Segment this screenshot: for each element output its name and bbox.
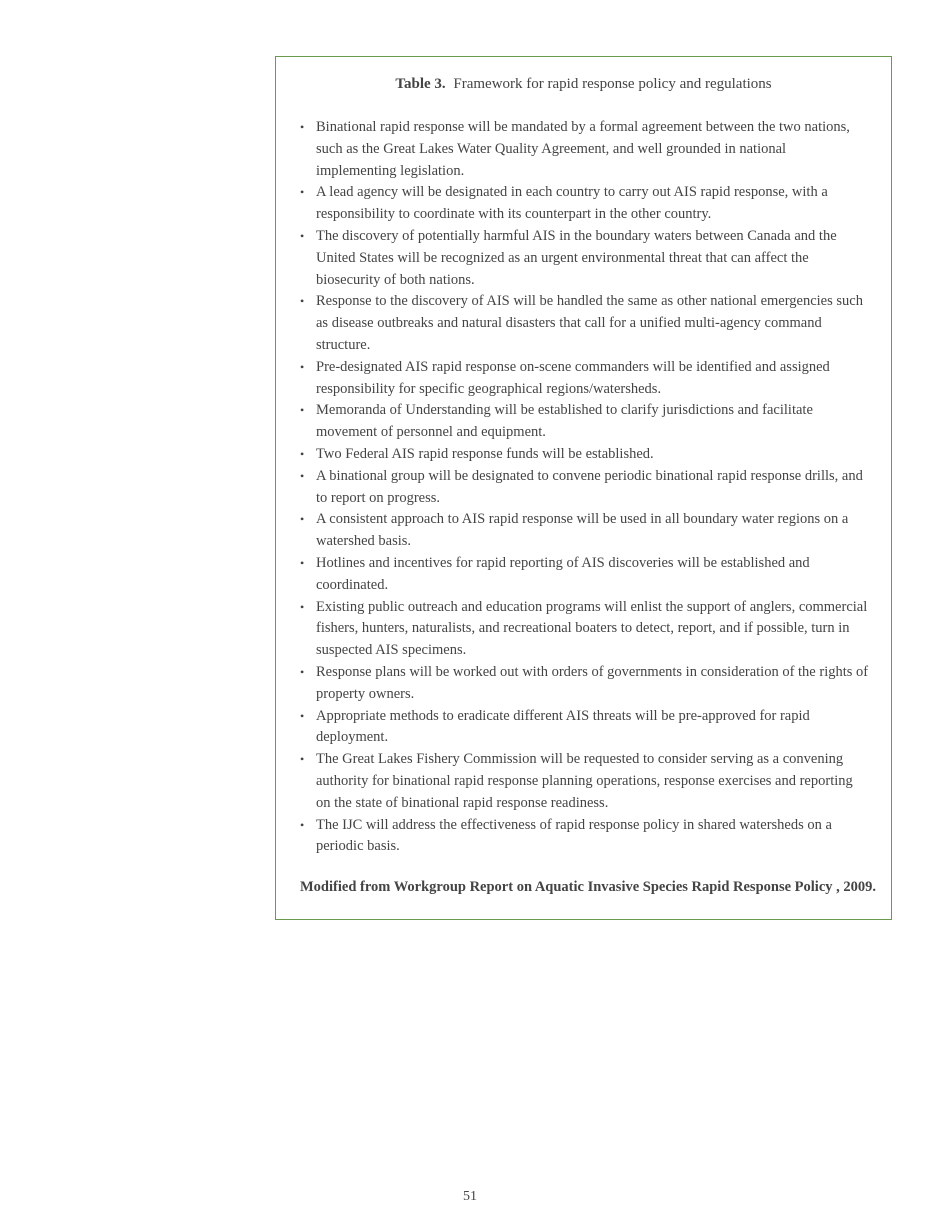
bullet-icon: • — [300, 599, 305, 614]
list-item — [300, 226, 870, 291]
bullet-icon: • — [300, 228, 305, 243]
bullet-icon: • — [300, 120, 305, 134]
list-item — [300, 357, 870, 401]
bullet-icon: • — [300, 359, 305, 374]
bullet-icon: • — [300, 446, 305, 461]
list-item — [300, 291, 870, 356]
list-item-text: Appropriate methods to eradicate different AIS threats will be pre-approved for rapid deployment. — [316, 707, 810, 746]
list-item — [300, 553, 870, 597]
list-item — [300, 597, 870, 662]
list-item — [300, 182, 870, 226]
bullet-icon: • — [300, 185, 305, 200]
list-item-text: Response plans will be worked out with orders of governments in consideration of the rights of property owners. — [316, 663, 869, 702]
table-caption-text: Framework for rapid response policy and regulations — [453, 76, 772, 92]
list-item — [300, 662, 870, 706]
bullet-icon: • — [300, 403, 305, 418]
list-item-text: A binational group will be designated to convene periodic binational rapid response drills, and to report on progress. — [316, 467, 863, 506]
list-item-text: The discovery of potentially harmful AIS in the boundary waters between Canada and the United States will be recognized as an urgent environmental threat that can affect the biosecurity of both nations. — [316, 227, 837, 288]
list-item-text: Memoranda of Understanding will be established to clarify jurisdictions and facilitate movement of personnel and equipment. — [316, 402, 813, 441]
list-item — [300, 466, 870, 510]
source-note: Modified from Workgroup Report on Aquatic Invasive Species Rapid Response Policy , 2009. — [300, 879, 877, 895]
list-item-text: Two Federal AIS rapid response funds will be established. — [316, 445, 654, 462]
list-item-text: A lead agency will be designated in each country to carry out AIS rapid response, with a responsibility to coordinate with its counterpart in the other country. — [316, 184, 828, 223]
list-item-text: Hotlines and incentives for rapid reporting of AIS discoveries will be established and coordinated. — [316, 554, 810, 593]
list-item — [300, 749, 870, 814]
list-item-text: A consistent approach to AIS rapid response will be used in all boundary water regions on a watershed basis. — [316, 511, 849, 550]
bullet-icon: • — [300, 708, 305, 723]
list-item — [300, 444, 870, 466]
table-caption-label: Table 3. — [395, 76, 446, 92]
bullet-icon: • — [300, 664, 305, 679]
bullet-icon: • — [300, 817, 305, 832]
list-item-text: Pre-designated AIS rapid response on-scene commanders will be identified and assigned responsibility for specific geographical regions/watersheds. — [316, 358, 830, 397]
page-number: 51 — [463, 1189, 477, 1204]
bullet-icon: • — [300, 468, 305, 483]
table-box — [275, 56, 892, 920]
table-caption — [276, 74, 891, 94]
bullet-list — [300, 117, 870, 858]
list-item-text: The IJC will address the effectiveness of rapid response policy in shared watersheds on a periodic basis. — [316, 816, 832, 855]
bullet-icon: • — [300, 512, 305, 527]
list-item-text: The Great Lakes Fishery Commission will be requested to consider serving as a convening authority for binational rapid response planning operations, response exercises and reporting on the state of binational rapid response readiness. — [316, 751, 853, 811]
bullet-icon: • — [300, 555, 305, 570]
list-item — [300, 117, 870, 182]
list-item-text: Binational rapid response will be mandated by a formal agreement between the two nations, such as the Great Lakes Water Quality Agreement, and well grounded in national implementing legislation. — [316, 119, 850, 179]
list-item — [300, 400, 870, 444]
list-item — [300, 509, 870, 553]
list-item — [300, 815, 870, 859]
list-item-text: Existing public outreach and education programs will enlist the support of anglers, commercial fishers, hunters, naturalists, and recreational boaters to detect, report, and if possible, turn in suspected AIS specimens. — [316, 598, 868, 659]
list-item — [300, 706, 870, 750]
list-item-text: Response to the discovery of AIS will be handled the same as other national emergencies such as disease outbreaks and natural disasters that call for a unified multi-agency command structure. — [316, 293, 863, 353]
bullet-icon: • — [300, 294, 305, 309]
bullet-icon: • — [300, 752, 305, 767]
